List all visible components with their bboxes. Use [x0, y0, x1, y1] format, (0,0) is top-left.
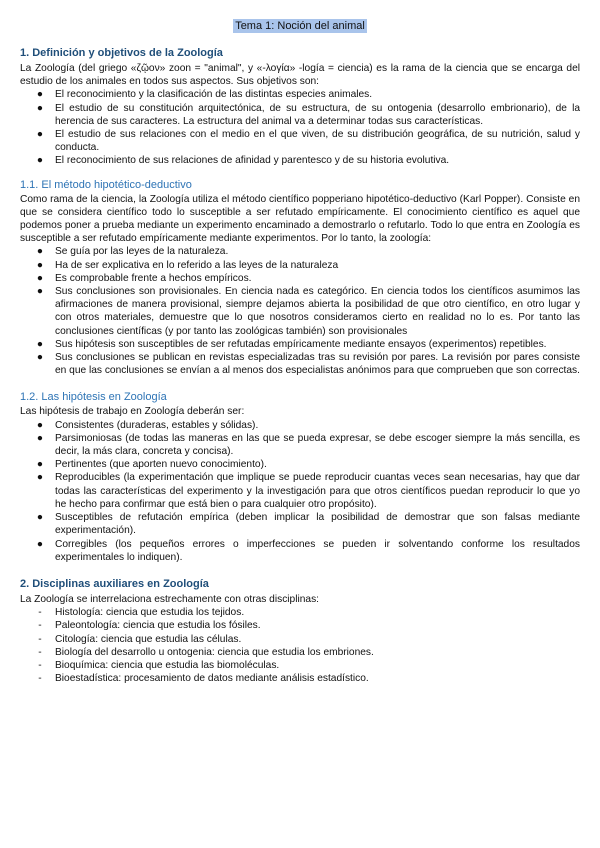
section-hipotesis: [20, 390, 580, 563]
disciplines-list: [20, 606, 580, 685]
section-metodo: [20, 178, 580, 378]
bullet-icon: ●: [36, 246, 44, 258]
bullet-icon: ●: [36, 512, 44, 524]
bullet-icon: ●: [36, 432, 44, 444]
bullet-icon: ●: [36, 129, 44, 141]
spacer: [20, 168, 580, 178]
section-disciplinas: [20, 577, 580, 685]
list-item: ● Reproducibles (la experimentación que implique se puede reproducir cuantas veces sean necesarias, hay que dar todas las características del experimento y la investigación para que otros científicos puedan reproducir lo que yo he hecho para confirmar que está bien o para cualquier otro propósito).: [36, 472, 580, 510]
list-item: ● El reconocimiento y la clasificación de las distintas especies animales.: [36, 89, 373, 101]
bullet-icon: ●: [36, 538, 44, 550]
list-item: - Biología del desarrollo u ontogenia: ciencia que estudia los embriones.: [55, 646, 580, 659]
bullet-icon: ●: [36, 459, 44, 471]
list-item: ● Susceptibles de refutación empírica (deben implicar la posibilidad de demostrar que son falsas mediante experimentación).: [36, 512, 580, 537]
list-item: ● El estudio de su constitución arquitectónica, de su estructura, de su ontogenia (desarrollo embrionario), de la herencia de sus caracteres. La estructura del animal va a determinar todas sus características.: [36, 102, 580, 127]
list-item: ● Pertinentes (que aporten nuevo conocimiento).: [36, 459, 267, 471]
section-heading: 1. Definición y objetivos de la Zoología: [20, 47, 223, 59]
list-item: - Bioestadística: procesamiento de datos mediante análisis estadístico.: [55, 672, 580, 685]
list-item: - Histología: ciencia que estudia los tejidos.: [55, 606, 580, 619]
list-item: - Bioquímica: ciencia que estudia las biomoléculas.: [55, 659, 580, 672]
subsection-heading: 1.2. Las hipótesis en Zoología: [20, 391, 167, 404]
list-item: ● Es comprobable frente a hechos empíricos.: [36, 272, 252, 284]
list-item: ● Ha de ser explicativa en lo referido a las leyes de la naturaleza: [36, 259, 339, 271]
list-item: - Paleontología: ciencia que estudia los fósiles.: [55, 619, 580, 632]
spacer: [20, 377, 580, 390]
bullet-icon: ●: [36, 286, 44, 298]
section-definicion: [20, 46, 580, 168]
method-list: [20, 245, 580, 377]
dash-icon: -: [38, 673, 42, 685]
section-intro: Como rama de la ciencia, la Zoología utiliza el método científico popperiano hipotético-deductivo (Karl Popper). Consiste en que se considera científico todo lo susceptible a ser refutado empíricamente. El conocimiento científico es aquel que podemos poner a prueba mediante un experimento encaminado a demostrarlo o refutarlo. Todo lo que entra en Zoología es susceptible a ser refutado empíricamente mediante experimentos. Por lo tanto, la zoología:: [20, 193, 580, 245]
list-item: ● Parsimoniosas (de todas las maneras en las que se pueda expresar, se debe escoger siempre la más sencilla, es decir, la más clara, concreta y concisa).: [36, 432, 580, 458]
document-title: Tema 1: Noción del animal: [235, 20, 365, 32]
list-item: ● El reconocimiento de sus relaciones de afinidad y parentesco y de su historia evolutiva.: [36, 155, 450, 167]
bullet-icon: ●: [36, 89, 44, 101]
bullet-icon: ●: [36, 472, 44, 484]
section-heading: 2. Disciplinas auxiliares en Zoología: [20, 577, 209, 590]
list-item: ● El estudio de sus relaciones con el medio en el que viven, de su distribución geográfica, de su nutrición, salud y conducta.: [36, 129, 580, 154]
title-container: [20, 16, 580, 34]
list-item: ● Consistentes (duraderas, estables y sólidas).: [36, 419, 259, 431]
bullet-icon: ●: [36, 102, 44, 114]
subsection-heading: 1.1. El método hipotético-deductivo: [20, 178, 192, 191]
section-intro: Las hipótesis de trabajo en Zoología deberán ser:: [20, 406, 245, 418]
dash-icon: -: [38, 607, 42, 619]
bullet-icon: ●: [36, 155, 44, 167]
bullet-icon: ●: [36, 352, 44, 364]
list-item: ● Sus conclusiones se publican en revistas especializadas tras su revisión por pares. La revisión por pares consiste en que las conclusiones se envían a al menos dos especialistas anónimos para que comprueben que son correctas.: [36, 352, 580, 377]
dash-icon: -: [38, 646, 42, 658]
dash-icon: -: [38, 620, 42, 632]
bullet-icon: ●: [36, 272, 44, 284]
list-item: ● Corregibles (los pequeños errores o imperfecciones se pueden ir solventando conforme los resultados experimentales lo indiquen).: [36, 538, 580, 563]
list-item: ● Se guía por las leyes de la naturaleza.: [36, 246, 229, 258]
dash-icon: -: [38, 659, 42, 671]
bullet-icon: ●: [36, 419, 44, 431]
objectives-list: [20, 88, 580, 167]
section-intro: La Zoología (del griego «ζῷον» zoon = "animal", y «-λογία» -logía = ciencia) es la rama de la ciencia que se encarga del estudio de los animales en todos sus aspectos. Sus objetivos son:: [20, 63, 580, 88]
spacer: [20, 564, 580, 577]
list-item: ● Sus conclusiones son provisionales. En ciencia nada es categórico. En ciencia todos los científicos asumimos las afirmaciones de manera provisional, siempre dejamos abierta la posibilidad de que otro científico, en otro lugar y con otros materiales, demuestre que lo que nosotros consideramos cierto en realidad no lo es. Por tanto las conclusiones científicas (y por tanto las zoológicas también) son provisionales: [36, 286, 580, 337]
section-intro: La Zoología se interrelaciona estrechamente con otras disciplinas:: [20, 593, 319, 605]
bullet-icon: ●: [36, 259, 44, 271]
list-item: - Citología: ciencia que estudia las células.: [55, 633, 580, 646]
list-item: ● Sus hipótesis son susceptibles de ser refutadas empíricamente mediante ensayos (experimentos) repetibles.: [36, 338, 547, 350]
dash-icon: -: [38, 633, 42, 645]
hypothesis-list: [20, 419, 580, 564]
bullet-icon: ●: [36, 338, 44, 350]
